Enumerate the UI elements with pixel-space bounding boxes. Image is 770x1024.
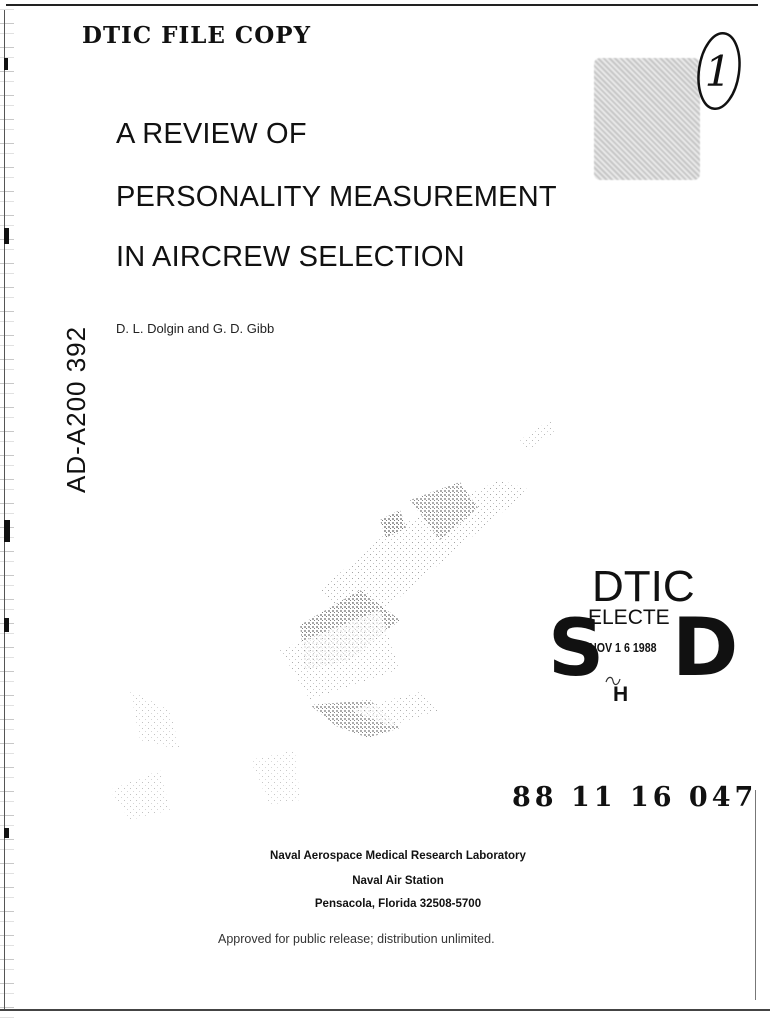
- dtic-logo: DTIC: [592, 562, 695, 611]
- circled-number-mark: [694, 28, 744, 114]
- aircraft-photo-illustration: [100, 410, 560, 830]
- ad-accession-number: AD-A200 392: [61, 325, 91, 493]
- scan-edge-mark: [4, 228, 9, 244]
- dtic-electe-date: NOV 1 6 1988: [589, 640, 657, 655]
- smudged-stamp: [594, 58, 700, 180]
- report-title-line: PERSONALITY MEASUREMENT: [116, 181, 557, 213]
- dtic-stamp-code: H: [613, 683, 629, 706]
- report-title-line: A REVIEW OF: [116, 118, 307, 150]
- scan-right-edge: [755, 790, 756, 1000]
- laboratory-name: Naval Aerospace Medical Research Laboratory: [270, 850, 526, 862]
- scan-edge-mark: [4, 58, 8, 70]
- dtic-electe-label: ELECTE: [588, 606, 670, 629]
- laboratory-station: Naval Air Station: [352, 875, 444, 887]
- distribution-statement: Approved for public release; distribution unlimited.: [218, 932, 495, 946]
- document-control-number: 88 11 16 047: [512, 782, 758, 813]
- laboratory-address: Pensacola, Florida 32508-5700: [314, 898, 482, 910]
- report-title-line: IN AIRCREW SELECTION: [116, 241, 465, 273]
- scan-bottom-border: [0, 1009, 770, 1011]
- scan-edge-mark: [4, 618, 9, 632]
- scan-edge-mark: [4, 520, 10, 542]
- scan-edge-mark: [4, 828, 9, 838]
- report-authors: D. L. Dolgin and G. D. Gibb: [116, 321, 275, 336]
- scan-top-border: [6, 4, 758, 6]
- scan-left-edge: [0, 0, 14, 1024]
- dtic-stamp-s: S: [548, 604, 605, 694]
- circled-number: 1: [704, 47, 732, 96]
- dtic-stamp-d: D: [672, 601, 739, 694]
- dtic-file-copy-stamp: DTIC FILE COPY: [82, 22, 311, 49]
